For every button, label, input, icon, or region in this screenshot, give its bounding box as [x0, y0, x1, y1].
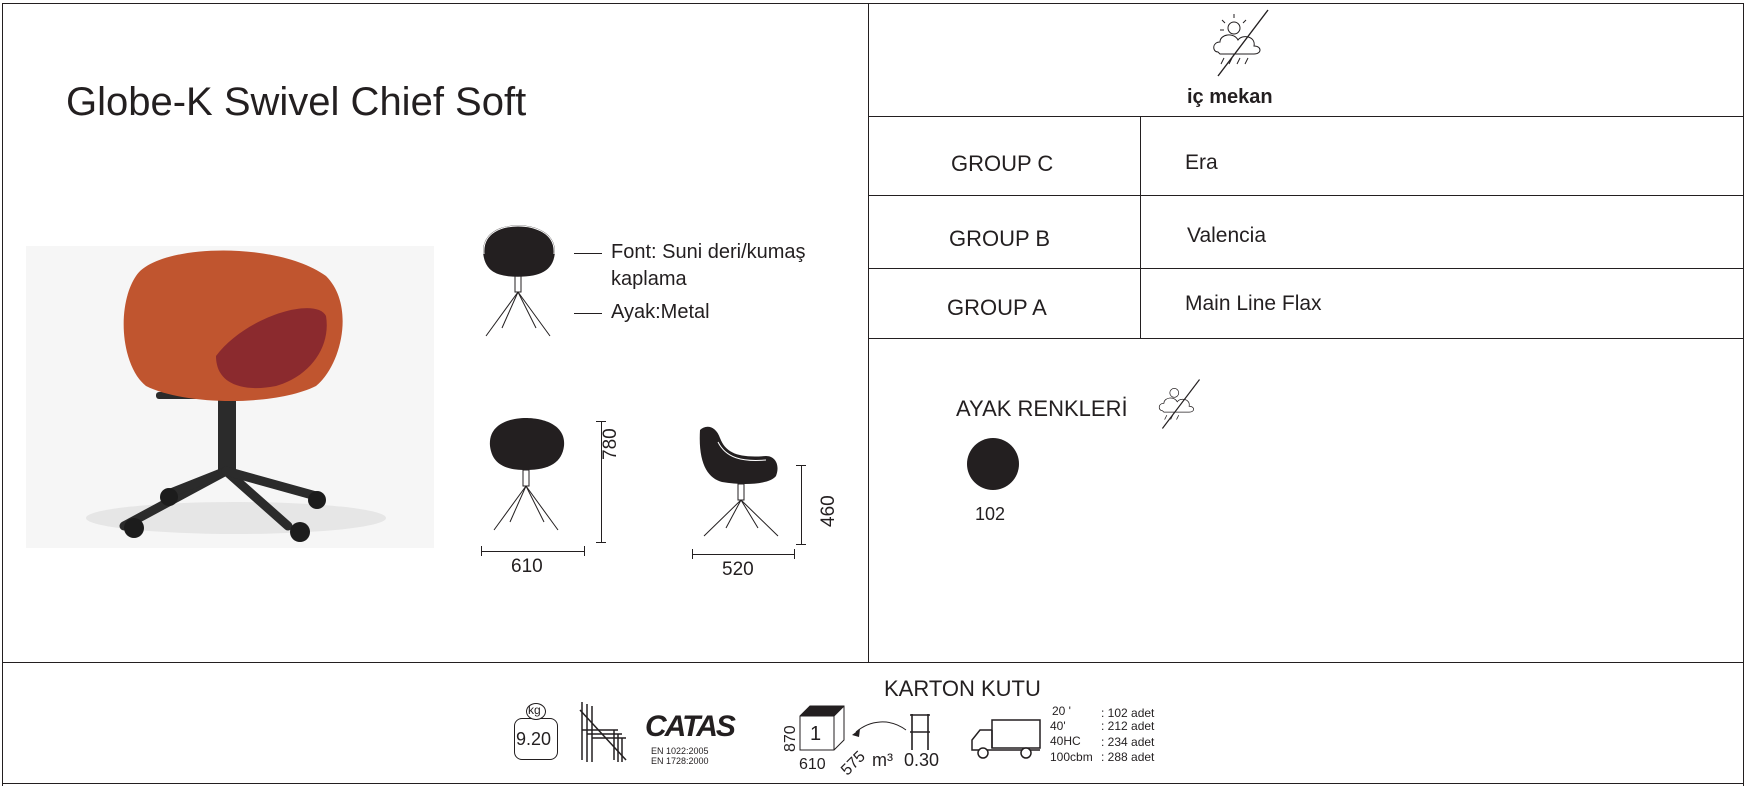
dim-tick-side-bottom [796, 544, 806, 545]
product-photo [26, 246, 434, 548]
truck-icon [970, 718, 1042, 760]
divider-vertical [868, 3, 869, 663]
table-line-1 [868, 116, 1744, 117]
product-title: Globe-K Swivel Chief Soft [66, 80, 527, 124]
callout-line-leg [574, 313, 602, 314]
fabric-group-b: GROUP B [949, 226, 1051, 251]
dim-line-side-depth [692, 554, 795, 555]
fabric-name-c: Era [1185, 151, 1218, 174]
table-col-divider [1140, 116, 1141, 338]
dim-line-front-width [481, 551, 585, 552]
leg-color-swatch-102 [967, 438, 1019, 490]
dim-tick-side-left [692, 549, 693, 559]
box-height: 870 [782, 725, 799, 752]
dim-line-side-height [801, 465, 802, 545]
ship-qty-100cbm: : 288 adet [1101, 750, 1155, 764]
cert-line-2: EN 1728:2000 [651, 756, 709, 766]
dim-front-height: 780 [600, 428, 621, 460]
dim-tick-right [584, 546, 585, 556]
weight-unit: kg [528, 703, 541, 717]
dim-side-seat-height: 460 [818, 495, 839, 527]
ship-container-100cbm: 100cbm [1050, 750, 1093, 764]
ship-qty-40hc: : 234 adet [1101, 735, 1155, 749]
dim-tick-left [481, 546, 482, 556]
ship-container-40hc: 40HC [1050, 734, 1081, 748]
dim-front-width: 610 [511, 556, 543, 577]
volume-unit: m³ [872, 750, 893, 770]
leg-color-code: 102 [975, 504, 1006, 524]
leg-colors-title: AYAK RENKLERİ [956, 396, 1128, 421]
divider-footer [2, 662, 1744, 663]
fabric-name-b: Valencia [1187, 224, 1266, 247]
fabric-name-a: Main Line Flax [1185, 292, 1322, 315]
packaging-title: KARTON KUTU [884, 676, 1041, 701]
box-count: 1 [810, 723, 822, 745]
weight-value: 9.20 [516, 729, 552, 749]
frame-left [2, 3, 3, 786]
volume-value: 0.30 [904, 750, 940, 770]
dim-tick-side-right [794, 549, 795, 559]
table-line-3 [868, 268, 1744, 269]
frame-right [1743, 3, 1744, 786]
ship-qty-20: : 102 adet [1101, 706, 1155, 720]
dim-side-depth: 520 [722, 559, 754, 580]
box-width: 610 [799, 756, 826, 773]
frame-bottom [2, 783, 1744, 784]
spec-leg: Ayak:Metal [611, 301, 710, 323]
single-chair-icon [908, 712, 932, 752]
table-line-2 [868, 195, 1744, 196]
ship-container-20: 20 ' [1052, 704, 1071, 718]
usage-label: iç mekan [1187, 86, 1273, 108]
ship-container-40: 40' [1050, 719, 1066, 733]
fabric-group-a: GROUP A [947, 295, 1047, 320]
frame-top [2, 3, 1744, 4]
dim-tick-top [596, 421, 606, 422]
dim-tick-bottom [596, 542, 606, 543]
table-line-4 [868, 338, 1744, 339]
no-outdoor-weather-icon [1204, 8, 1274, 78]
spec-font-cont: kaplama [611, 268, 687, 290]
side-dimension-drawing [696, 424, 796, 544]
arrow-to-box-icon [850, 718, 908, 740]
cert-line-1: EN 1022:2005 [651, 746, 709, 756]
catas-logo: CATAS [645, 710, 734, 743]
fabric-group-c: GROUP C [951, 151, 1054, 176]
chair-photo-illustration [26, 246, 434, 548]
carton-box-icon [798, 704, 850, 756]
spec-font: Font: Suni deri/kumaş [611, 241, 806, 263]
front-schematic-small [478, 224, 568, 344]
dim-tick-side-top [796, 465, 806, 466]
ship-qty-40: : 212 adet [1101, 719, 1155, 733]
no-outdoor-weather-icon-small [1152, 378, 1204, 430]
callout-line-font [574, 253, 602, 254]
front-dimension-drawing [486, 416, 576, 536]
stackable-chairs-icon [578, 700, 628, 764]
box-depth: 575 [838, 748, 869, 780]
